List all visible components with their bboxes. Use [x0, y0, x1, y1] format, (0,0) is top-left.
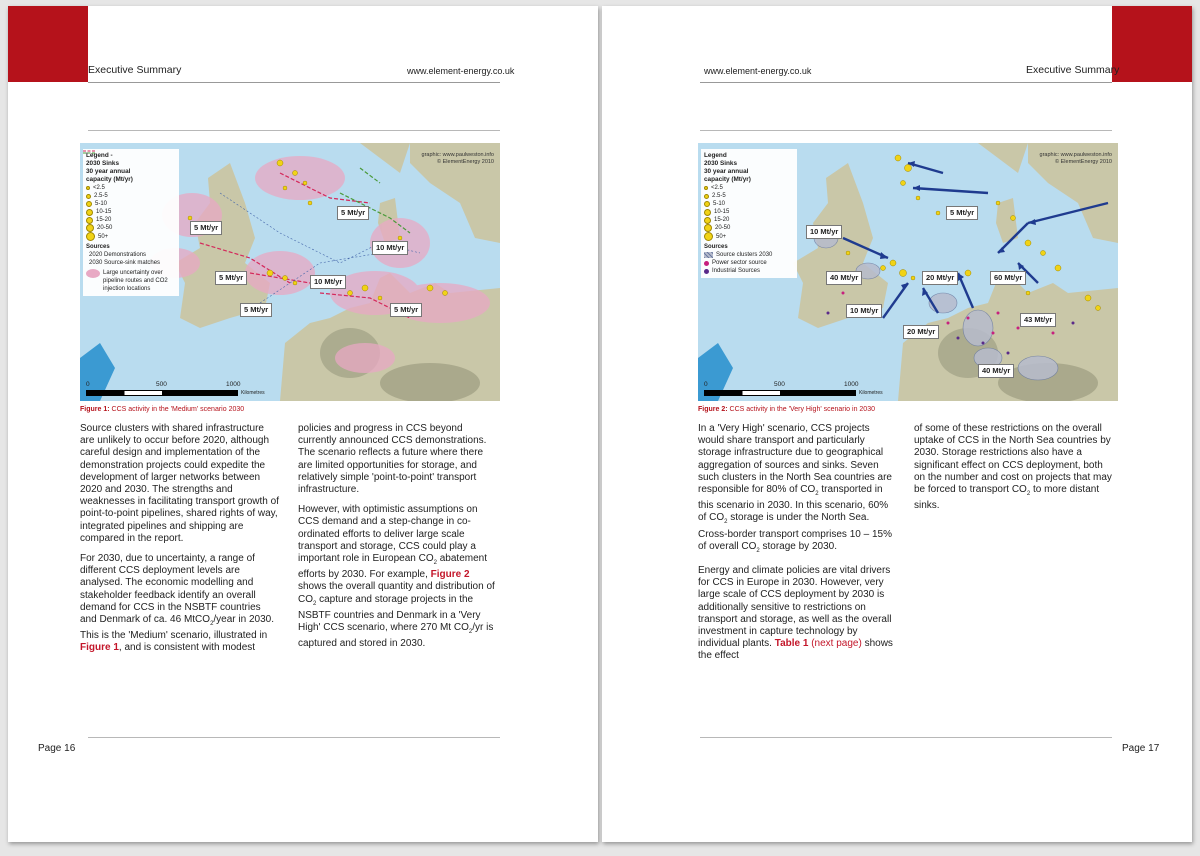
scale-tick: 500: [156, 381, 167, 388]
footer-rule: [88, 737, 500, 738]
map-capacity-label: 10 Mt/yr: [310, 275, 346, 289]
sink-size-icon: [86, 201, 92, 207]
legend-size: 20-50: [715, 225, 731, 231]
scale-bar-graphic: [704, 390, 856, 396]
legend-size: <2.5: [711, 185, 723, 191]
map-scale-bar: [704, 381, 883, 396]
legend-title-line: 30 year annual: [86, 168, 131, 175]
text-column-1: [698, 423, 898, 671]
footer-rule: [700, 737, 1112, 738]
sink-size-icon: [86, 224, 94, 232]
header-rule: [700, 82, 1112, 83]
map-legend: [701, 149, 797, 278]
scale-tick: 500: [774, 381, 785, 388]
sink-size-icon: [86, 217, 93, 224]
legend-size: 15-20: [714, 217, 730, 223]
sink-size-icon: [86, 194, 91, 199]
sink-size-icon: [86, 232, 95, 241]
legend-size: 50+: [98, 233, 109, 240]
legend-size: 15-20: [96, 217, 112, 223]
subscript: 2: [756, 547, 760, 554]
table-1-link[interactable]: Table 1: [774, 638, 809, 650]
map-capacity-label: 5 Mt/yr: [240, 303, 272, 317]
text-run: /yr is captured and stored in 2030.: [298, 622, 494, 650]
text-run: storage is under the North Sea. Cross-border transport comprises 10 – 15% of overall CO: [698, 512, 892, 552]
credit-line: © ElementEnergy 2010: [1055, 158, 1112, 165]
sink-size-icon: [704, 186, 708, 190]
paragraph: [698, 565, 898, 663]
map-capacity-label: 20 Mt/yr: [922, 271, 958, 285]
map-capacity-label: 20 Mt/yr: [903, 325, 939, 339]
header-rule: [88, 82, 500, 83]
text-run: shows the effect: [698, 638, 893, 662]
map-legend: [83, 149, 179, 296]
figure-top-rule: [700, 130, 1112, 131]
map-capacity-label: 43 Mt/yr: [1020, 313, 1056, 327]
legend-size: 50+: [716, 233, 727, 240]
subscript: 2: [210, 621, 214, 628]
credit-line: graphic: www.paulweston.info: [1039, 152, 1112, 158]
figure-caption-text: CCS activity in the 'Very High' scenario in 2030: [729, 406, 875, 413]
uncertainty-area-icon: [86, 269, 100, 278]
text-run: , and is consistent with modest: [118, 642, 256, 654]
legend-size: 2.5-5: [712, 193, 726, 199]
map-capacity-label: 10 Mt/yr: [372, 241, 408, 255]
subscript: 2: [468, 629, 473, 636]
sink-size-icon: [86, 186, 90, 190]
scale-bar-graphic: [86, 390, 238, 396]
figure-label: Figure 2:: [698, 406, 728, 413]
power-source-icon: [704, 261, 709, 266]
left-page: [8, 6, 598, 842]
figure-label: Figure 1:: [80, 406, 110, 413]
subscript: 2: [815, 491, 819, 498]
figure-1-link[interactable]: Figure 1: [80, 642, 119, 654]
figure-2-map: [698, 143, 1118, 401]
scale-unit: Kilometres: [859, 390, 883, 396]
sink-size-icon: [704, 194, 709, 199]
subscript: 2: [313, 600, 317, 607]
text-column-2: [298, 423, 498, 658]
scale-tick: 1000: [844, 381, 859, 388]
legend-item: Source clusters 2030: [716, 252, 773, 258]
text-run: of some of these restrictions on the overall uptake of CCS in the North Sea countries by 2030. Storage restrictions also have a significant effect on CCS deployment, both on the number and cost on projects that may be forced to transport CO: [914, 423, 1112, 496]
legend-item: Large uncertainty over pipeline routes and CO2 injection locations: [103, 270, 168, 292]
legend-size: 10-15: [714, 209, 730, 215]
page-number: Page 17: [1122, 743, 1160, 754]
figure-top-rule: [88, 130, 500, 131]
text-column-2: [914, 423, 1114, 520]
paragraph: [80, 553, 280, 655]
legend-item: 2030 Source-sink matches: [89, 260, 161, 266]
text-run: transported in this scenario in 2030. In this scenario, 60% of CO: [698, 484, 889, 524]
figure-1-map: [80, 143, 500, 401]
figure-caption-text: CCS activity in the 'Medium' scenario 2030: [111, 406, 245, 413]
source-cluster-icon: [704, 252, 713, 258]
legend-size: 5-10: [713, 201, 726, 207]
text-run: For 2030, due to uncertainty, a range of different CCS deployment levels are analysed. The economic modelling and stakeholder feedback identify an overall demand for CCS in the NSBTF countries and Denmark of ca. 46 MtCO: [80, 553, 261, 626]
sink-size-icon: [704, 224, 712, 232]
paragraph: [914, 423, 1114, 512]
dashed-green-line-icon: [83, 151, 95, 155]
legend-sources-title: Sources: [704, 244, 728, 250]
right-page: [602, 6, 1192, 842]
subscript: 2: [1026, 491, 1031, 498]
paragraph: [298, 504, 498, 650]
legend-title-line: 30 year annual: [704, 168, 749, 175]
legend-title-line: capacity (Mt/yr): [704, 176, 751, 183]
subscript: 2: [433, 560, 437, 567]
scale-tick: 1000: [226, 381, 241, 388]
map-capacity-label: 40 Mt/yr: [978, 364, 1014, 378]
industrial-source-icon: [704, 269, 709, 274]
legend-size: <2.5: [93, 185, 105, 191]
text-run: Energy and climate policies are vital drivers for CCS in Europe in 2030. However, very large scale of CCS deployment by 2030 is additionally sensitive to restrictions on transport and storage, as well as the overall investment in capture technology by individual plants.: [698, 565, 892, 650]
map-capacity-label: 40 Mt/yr: [826, 271, 862, 285]
legend-title-line: 2030 Sinks: [704, 160, 738, 167]
legend-size: 10-15: [96, 209, 112, 215]
page-number: Page 16: [38, 743, 76, 754]
legend-size: 5-10: [95, 201, 108, 207]
legend-title-line: capacity (Mt/yr): [86, 176, 133, 183]
map-capacity-label: 5 Mt/yr: [190, 221, 222, 235]
legend-title-line: Legend: [704, 152, 727, 159]
page-tab-marker: [8, 6, 88, 82]
sink-size-icon: [704, 232, 713, 241]
next-page-link[interactable]: (next page): [811, 638, 862, 650]
paragraph: policies and progress in CCS beyond currently announced CCS demonstrations. The scenario reflects a future where there are limited opportunities for storage, and relatively simple 'point-to-point' transport infrastructure.: [298, 423, 487, 496]
figure-caption: [698, 406, 875, 413]
map-capacity-label: 60 Mt/yr: [990, 271, 1026, 285]
map-capacity-label: 10 Mt/yr: [806, 225, 842, 239]
map-credit: [1040, 152, 1112, 165]
header-title: Executive Summary: [88, 64, 182, 76]
legend-title-line: 2030 Sinks: [86, 160, 120, 167]
text-run: capture and storage projects in the NSBTF countries and Denmark in a 'Very High' CCS scenario, where 270 Mt CO: [298, 593, 481, 634]
scale-tick: 0: [86, 381, 90, 388]
sink-size-icon: [704, 209, 711, 216]
text-run: storage by 2030.: [759, 540, 837, 552]
map-credit: [422, 152, 494, 165]
map-capacity-label: 5 Mt/yr: [390, 303, 422, 317]
credit-line: © ElementEnergy 2010: [437, 158, 494, 165]
header-url: www.element-energy.co.uk: [704, 66, 812, 76]
figure-2-link[interactable]: Figure 2: [430, 569, 470, 581]
legend-item: Industrial Sources: [712, 268, 761, 274]
sink-size-icon: [86, 209, 93, 216]
legend-item: Power sector source: [712, 260, 767, 266]
credit-line: graphic: www.paulweston.info: [421, 152, 494, 158]
scale-tick: 0: [704, 381, 708, 388]
figure-caption: [80, 406, 244, 413]
legend-title-line: Legend -: [86, 152, 113, 159]
sink-size-icon: [704, 217, 711, 224]
text-run: to more distant sinks.: [914, 484, 1100, 512]
map-capacity-label: 5 Mt/yr: [337, 206, 369, 220]
text-run: However, with optimistic assumptions on CCS demand and a step-change in co-ordinated efforts to deliver large scale transport and storage, CCS could play a important role in European CO: [298, 504, 478, 565]
text-column-1: [80, 423, 280, 663]
scale-unit: Kilometres: [241, 390, 265, 396]
header-title: Executive Summary: [1026, 64, 1120, 76]
subscript: 2: [724, 519, 728, 526]
page-tab-marker: [1112, 6, 1192, 82]
map-capacity-label: 5 Mt/yr: [946, 206, 978, 220]
sink-size-icon: [704, 201, 710, 207]
text-run: In a 'Very High' scenario, CCS projects would share transport and particularly storage infrastructure due to geographical aggregation of sources and sinks. Seven such clusters in the North Sea countries are responsible for 80% of CO: [698, 423, 892, 496]
legend-item: 2020 Demonstrations: [89, 252, 147, 258]
text-run: shows the overall quantity and distribution of CO: [298, 581, 495, 605]
legend-size: 20-50: [97, 225, 113, 231]
text-run: /year in 2030. This is the 'Medium' scenario, illustrated in: [80, 614, 275, 642]
map-capacity-label: 10 Mt/yr: [846, 304, 882, 318]
text-run: abatement efforts by 2030. For example,: [298, 553, 488, 581]
paragraph: Source clusters with shared infrastructure are unlikely to occur before 2020, although careful design and implementation of the demonstration projects could expedite the development of larger networks between 2020 and 2030. The strengths and weaknesses in facilitating transport growth of point-to-point pipelines, shared rights of way, integrated pipelines and shipping are compared in the report.: [80, 423, 279, 544]
paragraph: [698, 423, 898, 557]
map-scale-bar: [86, 381, 265, 396]
legend-sources-title: Sources: [86, 244, 110, 250]
header-url: www.element-energy.co.uk: [407, 66, 515, 76]
legend-size: 2.5-5: [94, 193, 108, 199]
map-capacity-label: 5 Mt/yr: [215, 271, 247, 285]
